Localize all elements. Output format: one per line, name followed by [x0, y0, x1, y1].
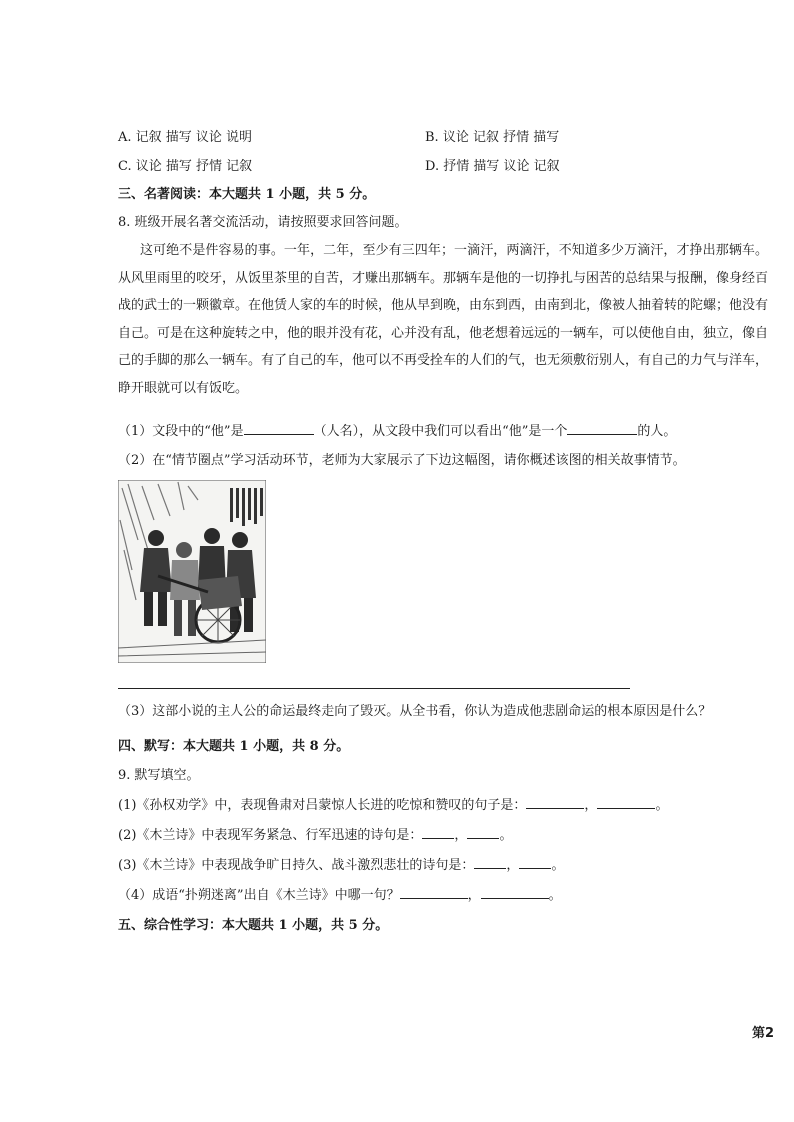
page-number: 第2	[751, 1026, 774, 1041]
question-8-passage: 这可绝不是件容易的事。一年，二年，至少有三四年；一滴汗，两滴汗，不知道多少万滴汗，才挣出那辆车。从风里雨里的咬牙，从饭里茶里的自苦，才赚出那辆车。那辆车是他的一切挣扎与困苦的总结果与报酬，像身经百战的武士的一颗徽章。在他赁人家的车的时候，他从早到晚，由东到西，由南到北，像被人抽着转的陀螺；他没有自己。可是在这种旋转之中，他的眼并没有花，心并没有乱，他老想着远远的一辆车，可以使他自由，独立，像自己的手脚的那么一辆车。有了自己的车，他可以不再受拴车的人们的气，也无须敷衍别人，有自己的力气与洋车，睁开眼就可以有饭吃。	[118, 243, 769, 396]
option-a: A. 记叙 描写 议论 说明	[118, 130, 253, 145]
answer-blank-character[interactable]	[567, 422, 637, 435]
question-9-sub1	[118, 796, 668, 816]
option-b: B. 议论 记叙 抒情 描写	[425, 130, 560, 145]
answer-blank-name[interactable]	[244, 422, 314, 435]
question-8-sub2: （2）在“情节圈点”学习活动环节，老师为大家展示了下边这幅图，请你概述该图的相关故事情节。	[118, 453, 686, 468]
question-8-passage-block	[118, 237, 768, 403]
answer-blank-2a[interactable]	[422, 826, 454, 839]
sub1-suffix: 的人。	[637, 424, 677, 439]
option-d: D. 抒情 描写 议论 记叙	[425, 159, 560, 174]
sub4-text: （4）成语“扑朔迷离”出自《木兰诗》中哪一句？	[118, 888, 400, 903]
sub2-text: (2)《木兰诗》中表现军务紧急、行军迅速的诗句是：	[118, 828, 423, 843]
answer-blank-4a[interactable]	[400, 886, 468, 899]
sub2-end: 。	[499, 828, 513, 843]
answer-blank-4b[interactable]	[481, 886, 549, 899]
answer-blank-3a[interactable]	[474, 856, 506, 869]
sub3-comma: ，	[506, 858, 520, 873]
section-5-heading: 五、综合性学习：本大题共 1 小题，共 5 分。	[118, 918, 389, 933]
answer-blank-1b[interactable]	[597, 796, 655, 809]
sub4-comma: ，	[467, 888, 481, 903]
question-9-sub2	[118, 826, 512, 846]
sub1-text: (1)《孙权劝学》中，表现鲁肃对吕蒙惊人长进的吃惊和赞叹的句子是：	[118, 798, 527, 813]
sub3-text: (3)《木兰诗》中表现战争旷日持久、战斗激烈悲壮的诗句是：	[118, 858, 475, 873]
section-3-heading: 三、名著阅读：本大题共 1 小题，共 5 分。	[118, 187, 376, 202]
rickshaw-illustration	[118, 480, 266, 663]
sub1-end: 。	[655, 798, 669, 813]
question-9-sub3	[118, 856, 564, 876]
sub3-end: 。	[551, 858, 565, 873]
option-c: C. 议论 描写 抒情 记叙	[118, 159, 253, 174]
sub1-middle: （人名），从文段中我们可以看出“他”是一个	[313, 424, 568, 439]
question-8-sub3: （3）这部小说的主人公的命运最终走向了毁灭。从全书看，你认为造成他悲剧命运的根本原因是什么？	[118, 704, 712, 719]
sub1-prefix: （1）文段中的“他”是	[118, 424, 244, 439]
answer-blank-2b[interactable]	[467, 826, 499, 839]
section-4-heading: 四、默写：本大题共 1 小题，共 8 分。	[118, 739, 350, 754]
question-8-title: 8. 班级开展名著交流活动，请按照要求回答问题。	[118, 215, 408, 230]
answer-blank-1a[interactable]	[526, 796, 584, 809]
answer-line-q8-2[interactable]	[118, 688, 630, 689]
sub1-comma: ，	[584, 798, 598, 813]
sub2-comma: ，	[454, 828, 468, 843]
answer-blank-3b[interactable]	[519, 856, 551, 869]
question-8-sub1	[118, 422, 676, 442]
sub4-end: 。	[548, 888, 562, 903]
question-9-sub4	[118, 886, 562, 906]
question-9-title: 9. 默写填空。	[118, 768, 200, 783]
